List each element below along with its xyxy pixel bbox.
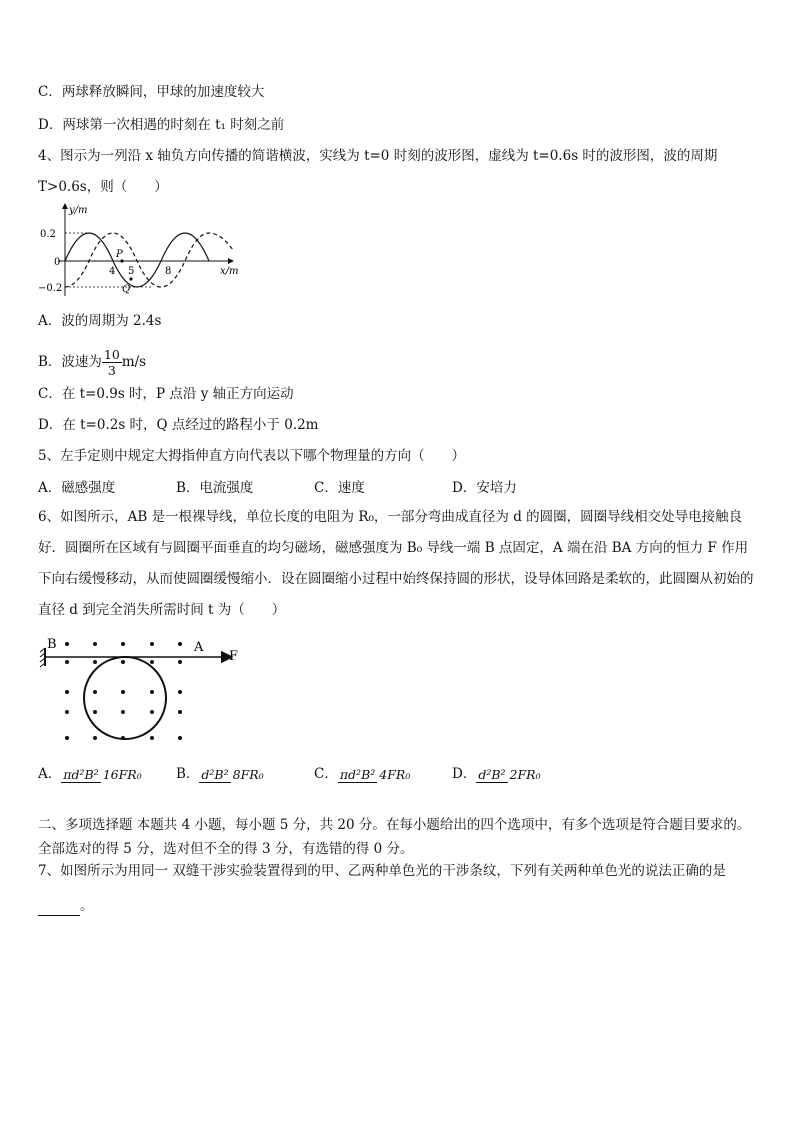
- q7-answer-blank[interactable]: [38, 901, 80, 916]
- q5-option-c: C．速度: [314, 480, 365, 496]
- q4-x-tick-5: 5: [128, 266, 135, 277]
- q6-option-d: D． d²B² 2FR₀: [452, 766, 541, 782]
- q4-option-c: C．在 t=0.9s 时，P 点沿 y 轴正方向运动: [38, 386, 294, 402]
- q5-options: [38, 478, 517, 498]
- q6-options: [38, 764, 543, 784]
- q4-y-tick-m02: −0.2: [38, 283, 63, 294]
- q4-stem-line2: T>0.6s，则（ ）: [38, 179, 168, 195]
- q5-stem: 5、左手定则中规定大拇指伸直方向代表以下哪个物理量的方向（ ）: [38, 448, 466, 464]
- q6-circuit-figure: [36, 634, 256, 749]
- q3-option-d: D．两球第一次相遇的时刻在 t₁ 时刻之前: [38, 117, 285, 133]
- q4-y-tick-02: 0.2: [40, 229, 56, 240]
- q4-x-tick-8: 8: [165, 266, 172, 277]
- q3-option-c: C．两球释放瞬间，甲球的加速度较大: [38, 84, 265, 100]
- q5-option-d: D．安培力: [452, 480, 517, 496]
- q4-wave-graph: [38, 200, 258, 300]
- q6-stem: 6、如图所示，AB 是一根裸导线，单位长度的电阻为 R₀，一部分弯曲成直径为 d 的圆圈，圆圈导线相交处导电接触良好．圆圈所在区域有与圆圈平面垂直的均匀磁场，磁感强度为 B₀ 导线一端 B 点固定，A 端在沿 BA 方向的恒力 F 作用下向右缓慢移动，从而使圆圈缓慢缩小．设在圆圈缩小过程中始终保持圆的形状，设导体回路是柔软的，此圆圈从初始的直径 d 到完全消失所需时间 t 为（ ）: [38, 509, 754, 618]
- q4-point-q: [129, 277, 132, 280]
- q4-x-tick-4: 4: [109, 266, 116, 277]
- section2-instructions: 二、多项选择题 本题共 4 小题，每小题 5 分，共 20 分。在每小题给出的四个选项中，有多个选项是符合题目要求的。全部选对的得 5 分，选对但不全的得 3 分，有选错的得 0 分。: [38, 817, 751, 857]
- q4-label-p: P: [116, 249, 123, 260]
- q6-option-b: B． d²B² 8FR₀: [176, 766, 264, 782]
- q4-option-d: D．在 t=0.2s 时，Q 点经过的路程小于 0.2m: [38, 417, 319, 433]
- q4-dashed-wave: [65, 233, 233, 287]
- q6-option-c: C． πd²B² 4FR₀: [314, 766, 411, 782]
- q5-option-a: A．磁感强度: [38, 480, 116, 496]
- q4-option-a: A．波的周期为 2.4s: [38, 313, 162, 329]
- q5-option-b: B．电流强度: [176, 480, 254, 496]
- q4-stem-line1: 4、图示为一列沿 x 轴负方向传播的简谐横波，实线为 t=0 时刻的波形图，虚线为 t=0.6s 时的波形图，波的周期: [38, 148, 718, 164]
- q7-answer-line: 。: [38, 896, 94, 916]
- q6-option-a: A． πd²B² 16FR₀: [38, 766, 142, 782]
- q4-label-q: Q: [122, 284, 131, 295]
- q4-option-b: B．波速为 $\frac{10}{3}$ m/s: [38, 347, 147, 378]
- q6-label-b: B: [47, 637, 57, 652]
- q4-option-b-fraction: $\frac{10}{3}$: [103, 347, 120, 378]
- q6-label-a: A: [194, 640, 204, 655]
- q4-y-tick-0: 0: [54, 257, 61, 268]
- q6-wire-loop: [84, 657, 166, 739]
- q4-y-axis-label: y/m: [69, 205, 88, 216]
- q7-stem: 7、如图所示为用同一 双缝干涉实验装置得到的甲、乙两种单色光的干涉条纹，下列有关两种单色光的说法正确的是: [38, 863, 726, 879]
- q6-label-f: F: [229, 649, 239, 664]
- q4-x-axis-label: x/m: [220, 266, 239, 277]
